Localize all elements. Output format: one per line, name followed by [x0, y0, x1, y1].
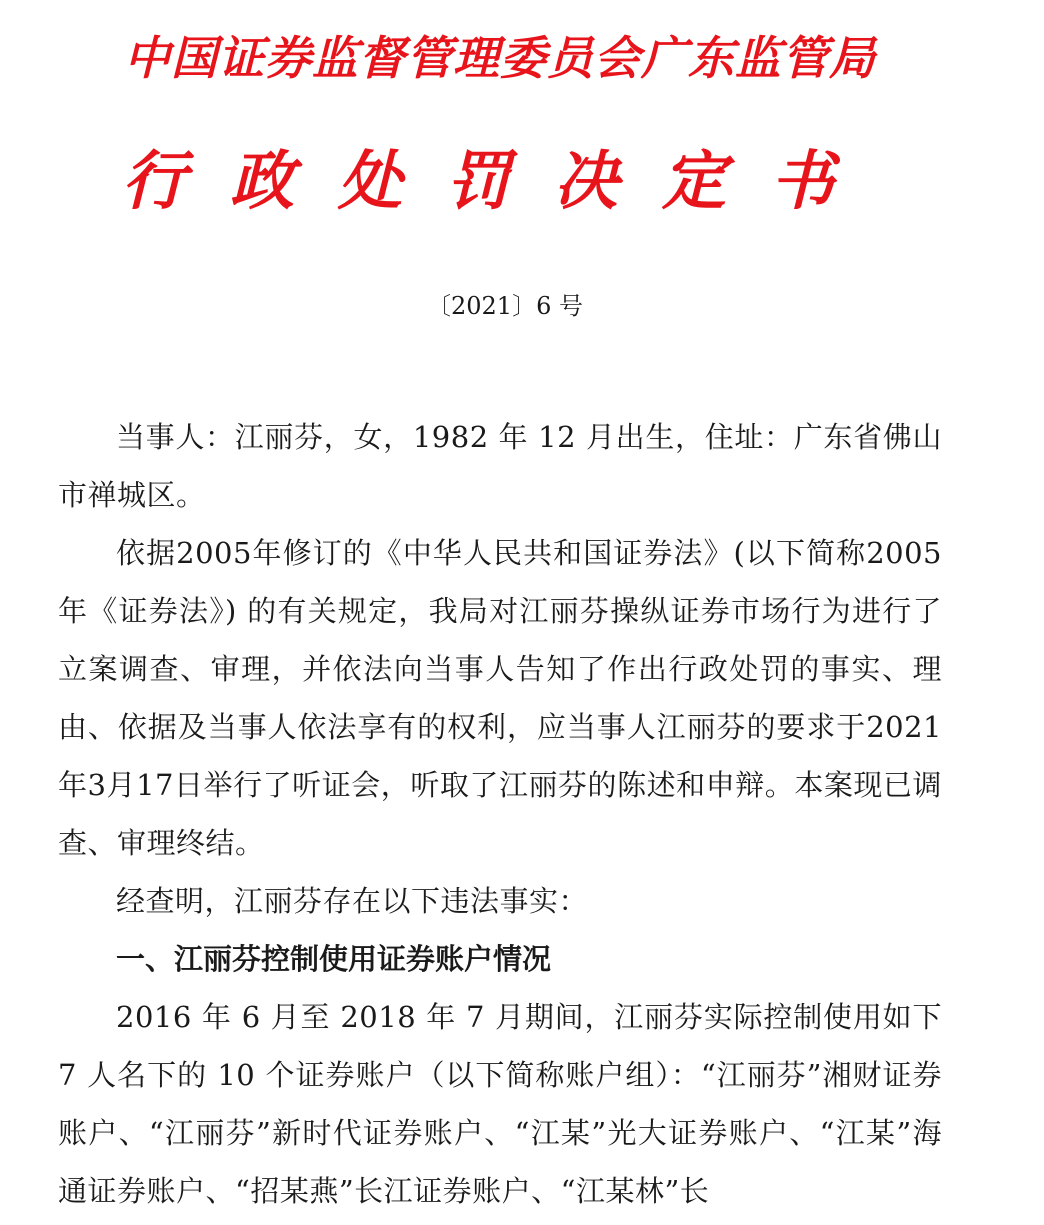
section-1-paragraph: 2016 年 6 月至 2018 年 7 月期间，江丽芬实际控制使用如下 7 人名下的 10 个证券账户（以下简称账户组）：“江丽芬”湘财证券账户、“江丽芬”新时代证券账户、“江某”光大证券账户、“江某”海通证券账户、“招某燕”长江证券账户、“江某林”长: [58, 1000, 942, 1208]
party-paragraph: 当事人：江丽芬，女，1982 年 12 月出生，住址：广东省佛山市禅城区。: [58, 420, 942, 512]
document-body: [58, 408, 942, 1220]
section-1-heading: 一、江丽芬控制使用证券账户情况: [116, 942, 552, 976]
findings-intro: 经查明，江丽芬存在以下违法事实：: [116, 884, 589, 918]
issuing-organization: 中国证券监督管理委员会广东监管局: [124, 31, 876, 85]
document-number: 〔2021〕6 号: [427, 292, 583, 320]
basis-paragraph: 依据2005年修订的《中华人民共和国证券法》(以下简称2005年《证券法》) 的有关规定，我局对江丽芬操纵证券市场行为进行了立案调查、审理，并依法向当事人告知了作出行政处罚的事实、理由、依据及当事人依法享有的权利，应当事人江丽芬的要求于2021年3月17日举行了听证会，听取了江丽芬的陈述和申辩。本案现已调查、审理终结。: [58, 536, 942, 860]
document-title: 行政处罚决定书: [122, 144, 878, 219]
